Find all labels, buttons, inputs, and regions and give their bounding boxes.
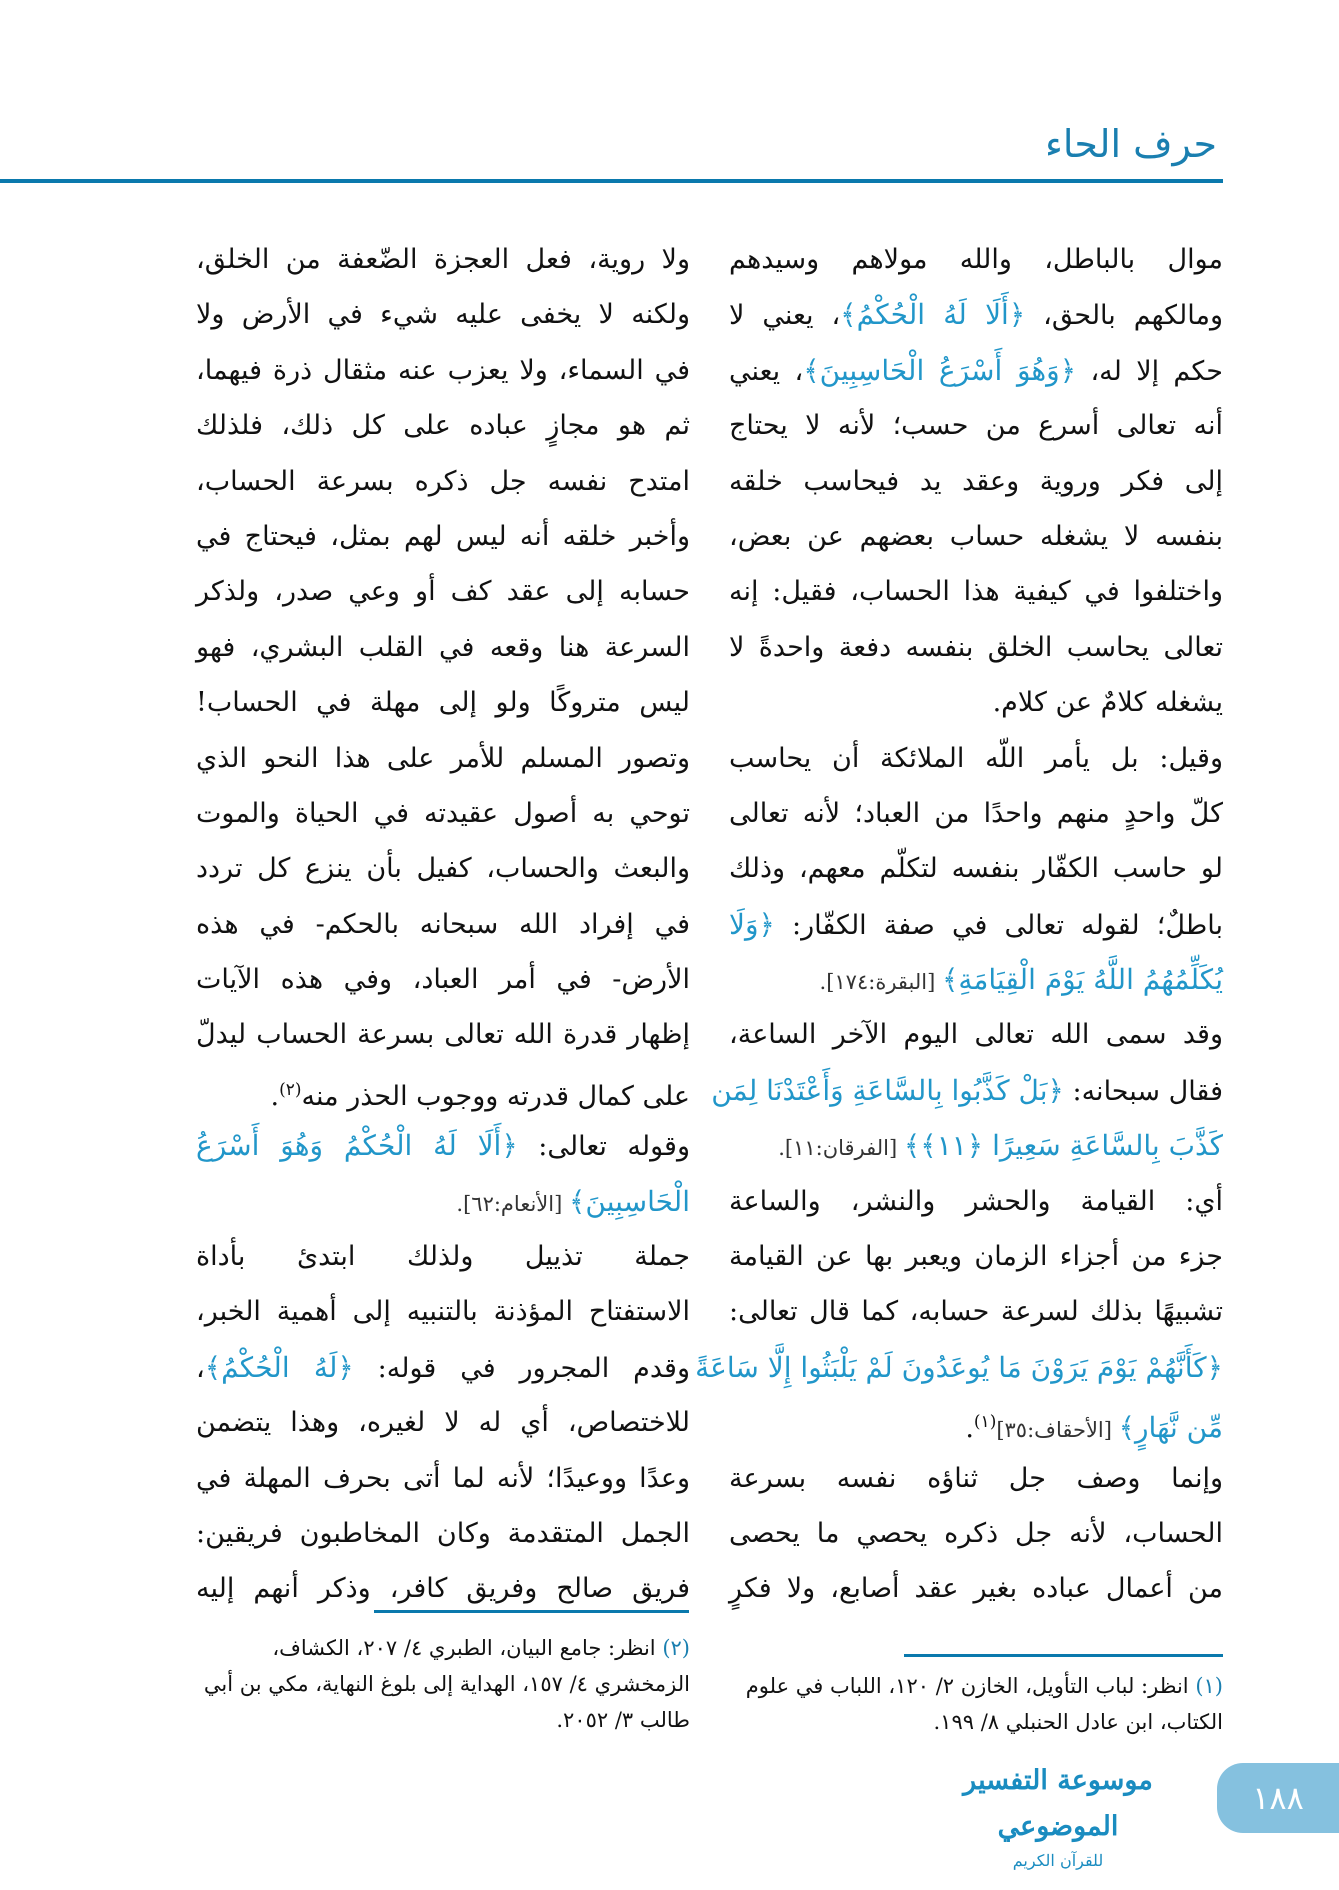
text-segment: فريق صالح وفريق كافر، وذكر أنهم إليه xyxy=(196,1573,690,1605)
footnote-2 xyxy=(196,1630,690,1738)
text-segment: ولا روية، فعل العجزة الضّعفة من الخلق، xyxy=(196,244,690,275)
text-segment: باطلٌ؛ لقوله تعالى في صفة الكفّار: xyxy=(774,909,1223,941)
text-line xyxy=(729,1118,1223,1173)
quran-verse: ﴿لَهُ الْحُكْمُ﴾ xyxy=(204,1350,354,1384)
text-line xyxy=(196,1063,690,1118)
text-line xyxy=(196,232,690,287)
text-segment: . xyxy=(965,1413,974,1445)
text-segment: وقدم المجرور في قوله: xyxy=(353,1352,690,1384)
text-line xyxy=(196,564,690,619)
text-segment: واختلفوا في كيفية هذا الحساب، فقيل: إنه xyxy=(729,576,1223,608)
text-line xyxy=(711,1063,1223,1118)
text-segment: السرعة هنا وقعه في القلب البشري، فهو xyxy=(196,631,690,663)
text-line xyxy=(196,731,690,786)
footnote-1 xyxy=(729,1668,1223,1740)
text-segment: حكم إلا له، xyxy=(1076,355,1223,387)
quran-verse: ﴿أَلَا لَهُ الْحُكْمُ وَهُوَ أَسْرَعُ xyxy=(196,1129,518,1163)
text-segment: ، يعني xyxy=(729,355,804,387)
text-segment: ، xyxy=(196,1352,205,1384)
text-segment: وقيل: بل يأمر اللّه الملائكة أن يحاسب xyxy=(729,742,1223,774)
footnote-number: (٢) xyxy=(662,1636,690,1660)
text-segment: الحساب، لأنه جل ذكره يحصي ما يحصى xyxy=(729,1517,1223,1549)
left-column-underline xyxy=(374,1610,689,1613)
text-line xyxy=(196,1007,690,1062)
text-line xyxy=(729,343,1223,398)
text-segment: كلّ واحدٍ منهم واحدًا من العباد؛ لأنه تعالى xyxy=(729,797,1223,829)
text-line xyxy=(729,1451,1223,1506)
text-line xyxy=(729,1395,1223,1450)
text-segment: أنه تعالى أسرع من حسب؛ لأنه لا يحتاج xyxy=(729,410,1223,442)
text-line xyxy=(196,675,690,730)
text-segment: جملة تذييل ولذلك ابتدئ بأداة xyxy=(196,1241,690,1273)
text-line xyxy=(196,620,690,675)
verse-reference: [الأحقاف:٣٥] xyxy=(996,1418,1119,1443)
page-number: ١٨٨ xyxy=(1217,1763,1339,1833)
chapter-title: حرف الحاء xyxy=(1044,122,1217,166)
text-segment: تشبيهًا بذلك لسرعة حسابه، كما قال تعالى: xyxy=(729,1296,1223,1328)
text-line xyxy=(196,841,690,896)
text-segment: ولكنه لا يخفى عليه شيء في الأرض ولا xyxy=(196,299,690,331)
text-segment: موال بالباطل، والله مولاهم وسيدهم xyxy=(729,244,1223,275)
text-segment: إلى فكر وروية وعقد يد فيحاسب خلقه xyxy=(729,465,1223,497)
text-segment: امتدح نفسه جل ذكره بسرعة الحساب، xyxy=(196,465,690,497)
text-segment: ثم هو مجازٍ عباده على كل ذلك، فلذلك xyxy=(196,410,690,442)
text-segment: الجمل المتقدمة وكان المخاطبون فريقين: xyxy=(196,1517,690,1549)
text-segment: وإنما وصف جل ثناؤه نفسه بسرعة xyxy=(729,1462,1223,1494)
text-line xyxy=(729,1506,1223,1561)
text-segment: تعالى يحاسب الخلق بنفسه دفعة واحدةً لا xyxy=(729,631,1223,663)
text-line xyxy=(729,509,1223,564)
text-line xyxy=(196,897,690,952)
header-divider xyxy=(0,179,1223,183)
text-line xyxy=(729,1229,1223,1284)
text-segment: إظهار قدرة الله تعالى بسرعة الحساب ليدلّ xyxy=(196,1019,690,1051)
logo-subtitle: للقرآن الكريم xyxy=(1012,1851,1104,1870)
text-segment: وعدًا ووعيدًا؛ لأنه لما أتى بحرف المهلة في xyxy=(196,1462,690,1494)
text-line xyxy=(196,398,690,453)
quran-verse: الْحَاسِبِينَ﴾ xyxy=(569,1184,690,1218)
text-segment: والبعث والحساب، كفيل بأن ينزع كل تردد xyxy=(196,853,690,885)
text-line xyxy=(196,343,690,398)
text-segment: الأرض- في أمر العباد، وفي هذه الآيات xyxy=(196,964,690,996)
quran-verse: يُكَلِّمُهُمُ اللَّهُ يَوْمَ الْقِيَامَةِ﴾ xyxy=(941,963,1223,997)
text-segment: فقال سبحانه: xyxy=(1063,1075,1223,1107)
text-segment: في السماء، ولا يعزب عنه مثقال ذرة فيهما، xyxy=(196,354,690,386)
verse-reference: [البقرة:١٧٤]. xyxy=(819,970,942,995)
footnote-number: (١) xyxy=(1195,1674,1223,1698)
right-text-column xyxy=(695,232,1223,1617)
text-line xyxy=(729,454,1223,509)
text-segment: وتصور المسلم للأمر على هذا النحو الذي xyxy=(196,742,690,774)
text-segment: وقوله تعالى: xyxy=(517,1131,690,1163)
text-line xyxy=(196,1174,690,1229)
text-segment: على كمال قدرته ووجوب الحذر منه xyxy=(301,1080,690,1112)
text-line xyxy=(196,1284,690,1339)
text-line xyxy=(695,1340,1223,1395)
text-line xyxy=(729,232,1223,287)
text-segment: بنفسه لا يشغله حساب بعضهم عن بعض، xyxy=(729,520,1223,552)
text-line xyxy=(196,1506,690,1561)
text-segment: الاستفتاح المؤذنة بالتنبيه إلى أهمية الخبر، xyxy=(196,1296,690,1328)
text-segment: جزء من أجزاء الزمان ويعبر بها عن القيامة xyxy=(729,1241,1223,1273)
quran-verse: ﴿وَهُوَ أَسْرَعُ الْحَاسِبِينَ﴾ xyxy=(803,353,1077,387)
footnote-divider xyxy=(904,1654,1223,1657)
text-line xyxy=(196,1395,690,1450)
text-line xyxy=(729,564,1223,619)
text-segment: توحي به أصول عقيدته في الحياة والموت xyxy=(196,797,690,829)
text-segment: ومالكهم بالحق، xyxy=(1025,300,1223,332)
text-line xyxy=(729,675,1223,730)
text-segment: . xyxy=(270,1080,280,1112)
verse-reference: [الأنعام:٦٢]. xyxy=(456,1191,569,1216)
text-segment: وأخبر خلقه أنه ليس لهم بمثل، فيحتاج في xyxy=(196,520,690,552)
quran-verse: ﴿بَلْ كَذَّبُوا بِالسَّاعَةِ وَأَعْتَدْنَا لِمَن xyxy=(711,1073,1064,1107)
text-segment: وقد سمى الله تعالى اليوم الآخر الساعة، xyxy=(729,1019,1223,1051)
text-segment: في إفراد الله سبحانه بالحكم- في هذه xyxy=(196,908,690,940)
text-segment: ، يعني لا xyxy=(729,300,841,332)
quran-verse: ﴿أَلَا لَهُ الْحُكْمُ﴾ xyxy=(840,298,1026,332)
footnote-marker: (١) xyxy=(973,1412,997,1433)
footnote-text: انظر: جامع البيان، الطبري ٤/ ٢٠٧، الكشاف، الزمخشري ٤/ ١٥٧، الهداية إلى بلوغ النهاية، مكي بن أبي طالب ٣/ ٢٠٥٢. xyxy=(203,1636,690,1732)
text-line xyxy=(729,731,1223,786)
text-line xyxy=(729,897,1223,952)
text-line xyxy=(196,786,690,841)
text-line xyxy=(196,509,690,564)
quran-verse: كَذَّبَ بِالسَّاعَةِ سَعِيرًا ﴿١١﴾﴾ xyxy=(903,1129,1223,1163)
verse-reference: [الفرقان:١١]. xyxy=(778,1136,904,1161)
text-segment: من أعمال عباده بغير عقد أصابع، ولا فكرٍ xyxy=(729,1573,1223,1605)
text-line xyxy=(729,1284,1223,1339)
text-line xyxy=(729,786,1223,841)
text-line xyxy=(729,1007,1223,1062)
text-segment: ليس متروكًا ولو إلى مهلة في الحساب! xyxy=(196,687,690,719)
text-line xyxy=(196,1561,690,1616)
text-line xyxy=(196,1340,690,1395)
logo-title: موسوعة التفسير الموضوعي xyxy=(963,1765,1153,1842)
text-line xyxy=(196,1451,690,1506)
text-line xyxy=(196,1118,690,1173)
text-line xyxy=(196,1229,690,1284)
text-line xyxy=(729,952,1223,1007)
text-segment: أي: القيامة والحشر والنشر، والساعة xyxy=(729,1185,1223,1217)
text-line xyxy=(196,287,690,342)
text-line xyxy=(196,952,690,1007)
left-text-column xyxy=(196,232,690,1617)
footnote-marker: (٢) xyxy=(279,1079,302,1100)
text-segment: حسابه إلى عقد كف أو وعي صدر، ولذكر xyxy=(196,576,690,608)
text-segment: للاختصاص، أي له لا لغيره، وهذا يتضمن xyxy=(196,1407,690,1439)
text-line xyxy=(729,620,1223,675)
encyclopedia-logo xyxy=(934,1758,1182,1870)
quran-verse: مِّن نَّهَارٍ﴾ xyxy=(1118,1411,1223,1445)
text-line xyxy=(729,841,1223,896)
quran-verse: ﴿وَلَا xyxy=(729,907,775,941)
text-line xyxy=(729,398,1223,453)
text-line xyxy=(196,454,690,509)
quran-verse: ﴿كَأَنَّهُمْ يَوْمَ يَرَوْنَ مَا يُوعَدُونَ لَمْ يَلْبَثُوا إِلَّا سَاعَةً xyxy=(695,1350,1223,1384)
footnote-text: انظر: لباب التأويل، الخازن ٢/ ١٢٠، اللباب في علوم الكتاب، ابن عادل الحنبلي ٨/ ١٩٩. xyxy=(745,1674,1223,1734)
text-line xyxy=(729,287,1223,342)
text-segment: لو حاسب الكفّار بنفسه لتكلّم معهم، وذلك xyxy=(729,853,1223,885)
text-line xyxy=(729,1561,1223,1616)
text-line xyxy=(729,1174,1223,1229)
text-segment: يشغله كلامٌ عن كلام. xyxy=(992,687,1223,719)
